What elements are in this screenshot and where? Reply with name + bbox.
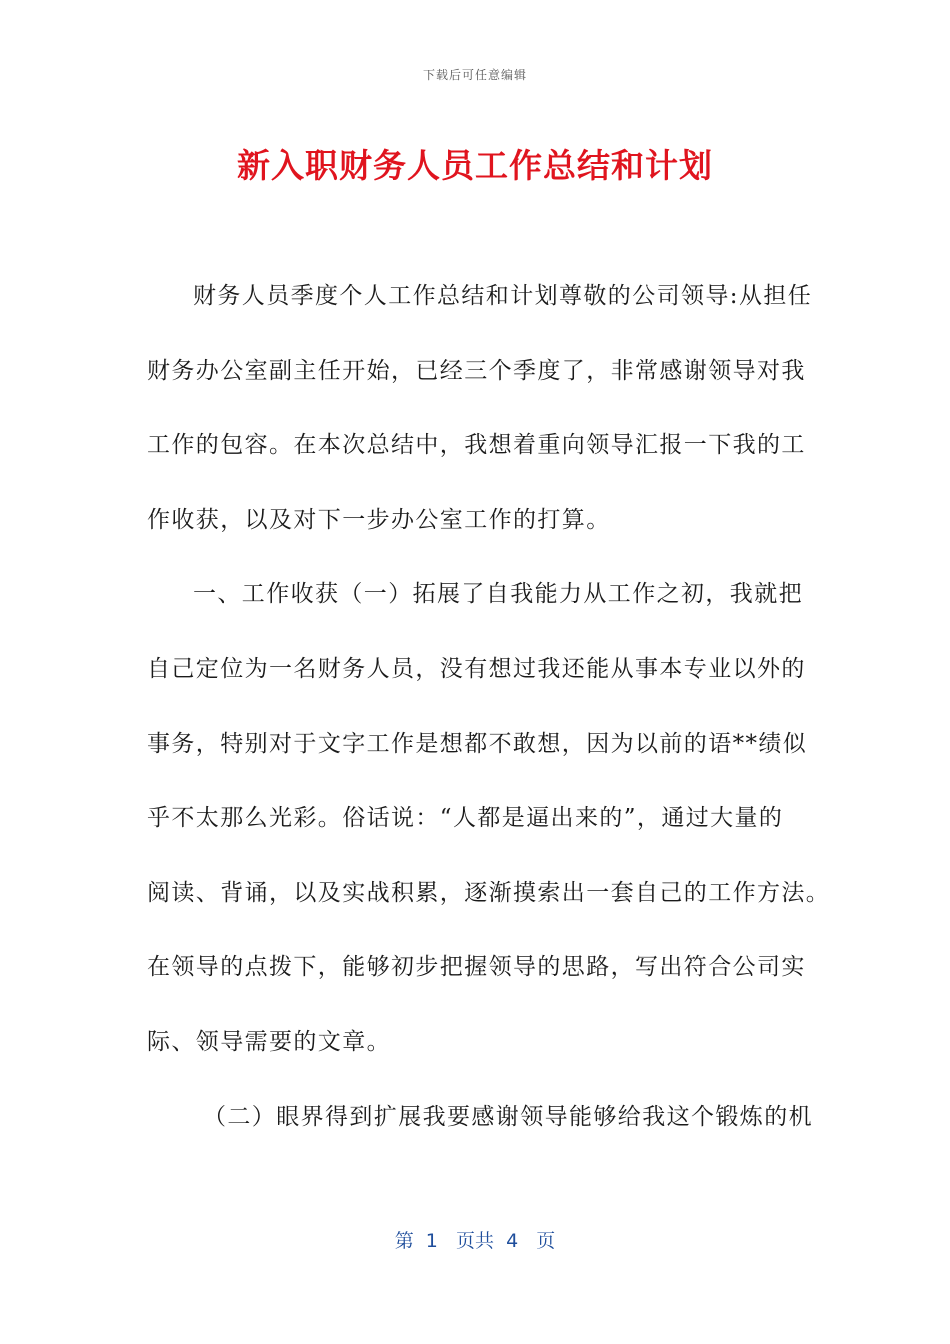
paragraph-line: 事务，特别对于文字工作是想都不敢想，因为以前的语**绩似 [147,730,808,757]
paragraph-line: 在领导的点拨下，能够初步把握领导的思路，写出符合公司实 [147,954,806,981]
paragraph-line: 财务人员季度个人工作总结和计划尊敬的公司领导:从担任 [193,283,813,309]
paragraph-line: 作收获，以及对下一步办公室工作的打算。 [147,506,611,533]
document-title: 新入职财务人员工作总结和计划 [237,146,713,185]
paragraph-line: 际、领导需要的文章。 [147,1028,391,1055]
paragraph-line: 阅读、背诵，以及实战积累，逐渐摸索出一套自己的工作方法。 [147,879,831,906]
paragraph-line: （二）眼界得到扩展我要感谢领导能够给我这个锻炼的机 [203,1103,813,1130]
paragraph-line: 自己定位为一名财务人员，没有想过我还能从事本专业以外的 [147,655,806,682]
page-header-note: 下载后可任意编辑 [422,68,527,82]
paragraph-line: 工作的包容。在本次总结中，我想着重向领导汇报一下我的工 [147,432,806,459]
paragraph-line: 乎不太那么光彩。俗话说：“人都是逼出来的”，通过大量的 [147,805,784,832]
paragraph-line: 财务办公室副主任开始，已经三个季度了，非常感谢领导对我 [147,357,806,384]
document-body [147,274,831,1169]
page-number-footer: 第 1 页共 4 页 [394,1230,556,1252]
paragraph-line: 一、工作收获（一）拓展了自我能力从工作之初，我就把 [193,581,803,608]
